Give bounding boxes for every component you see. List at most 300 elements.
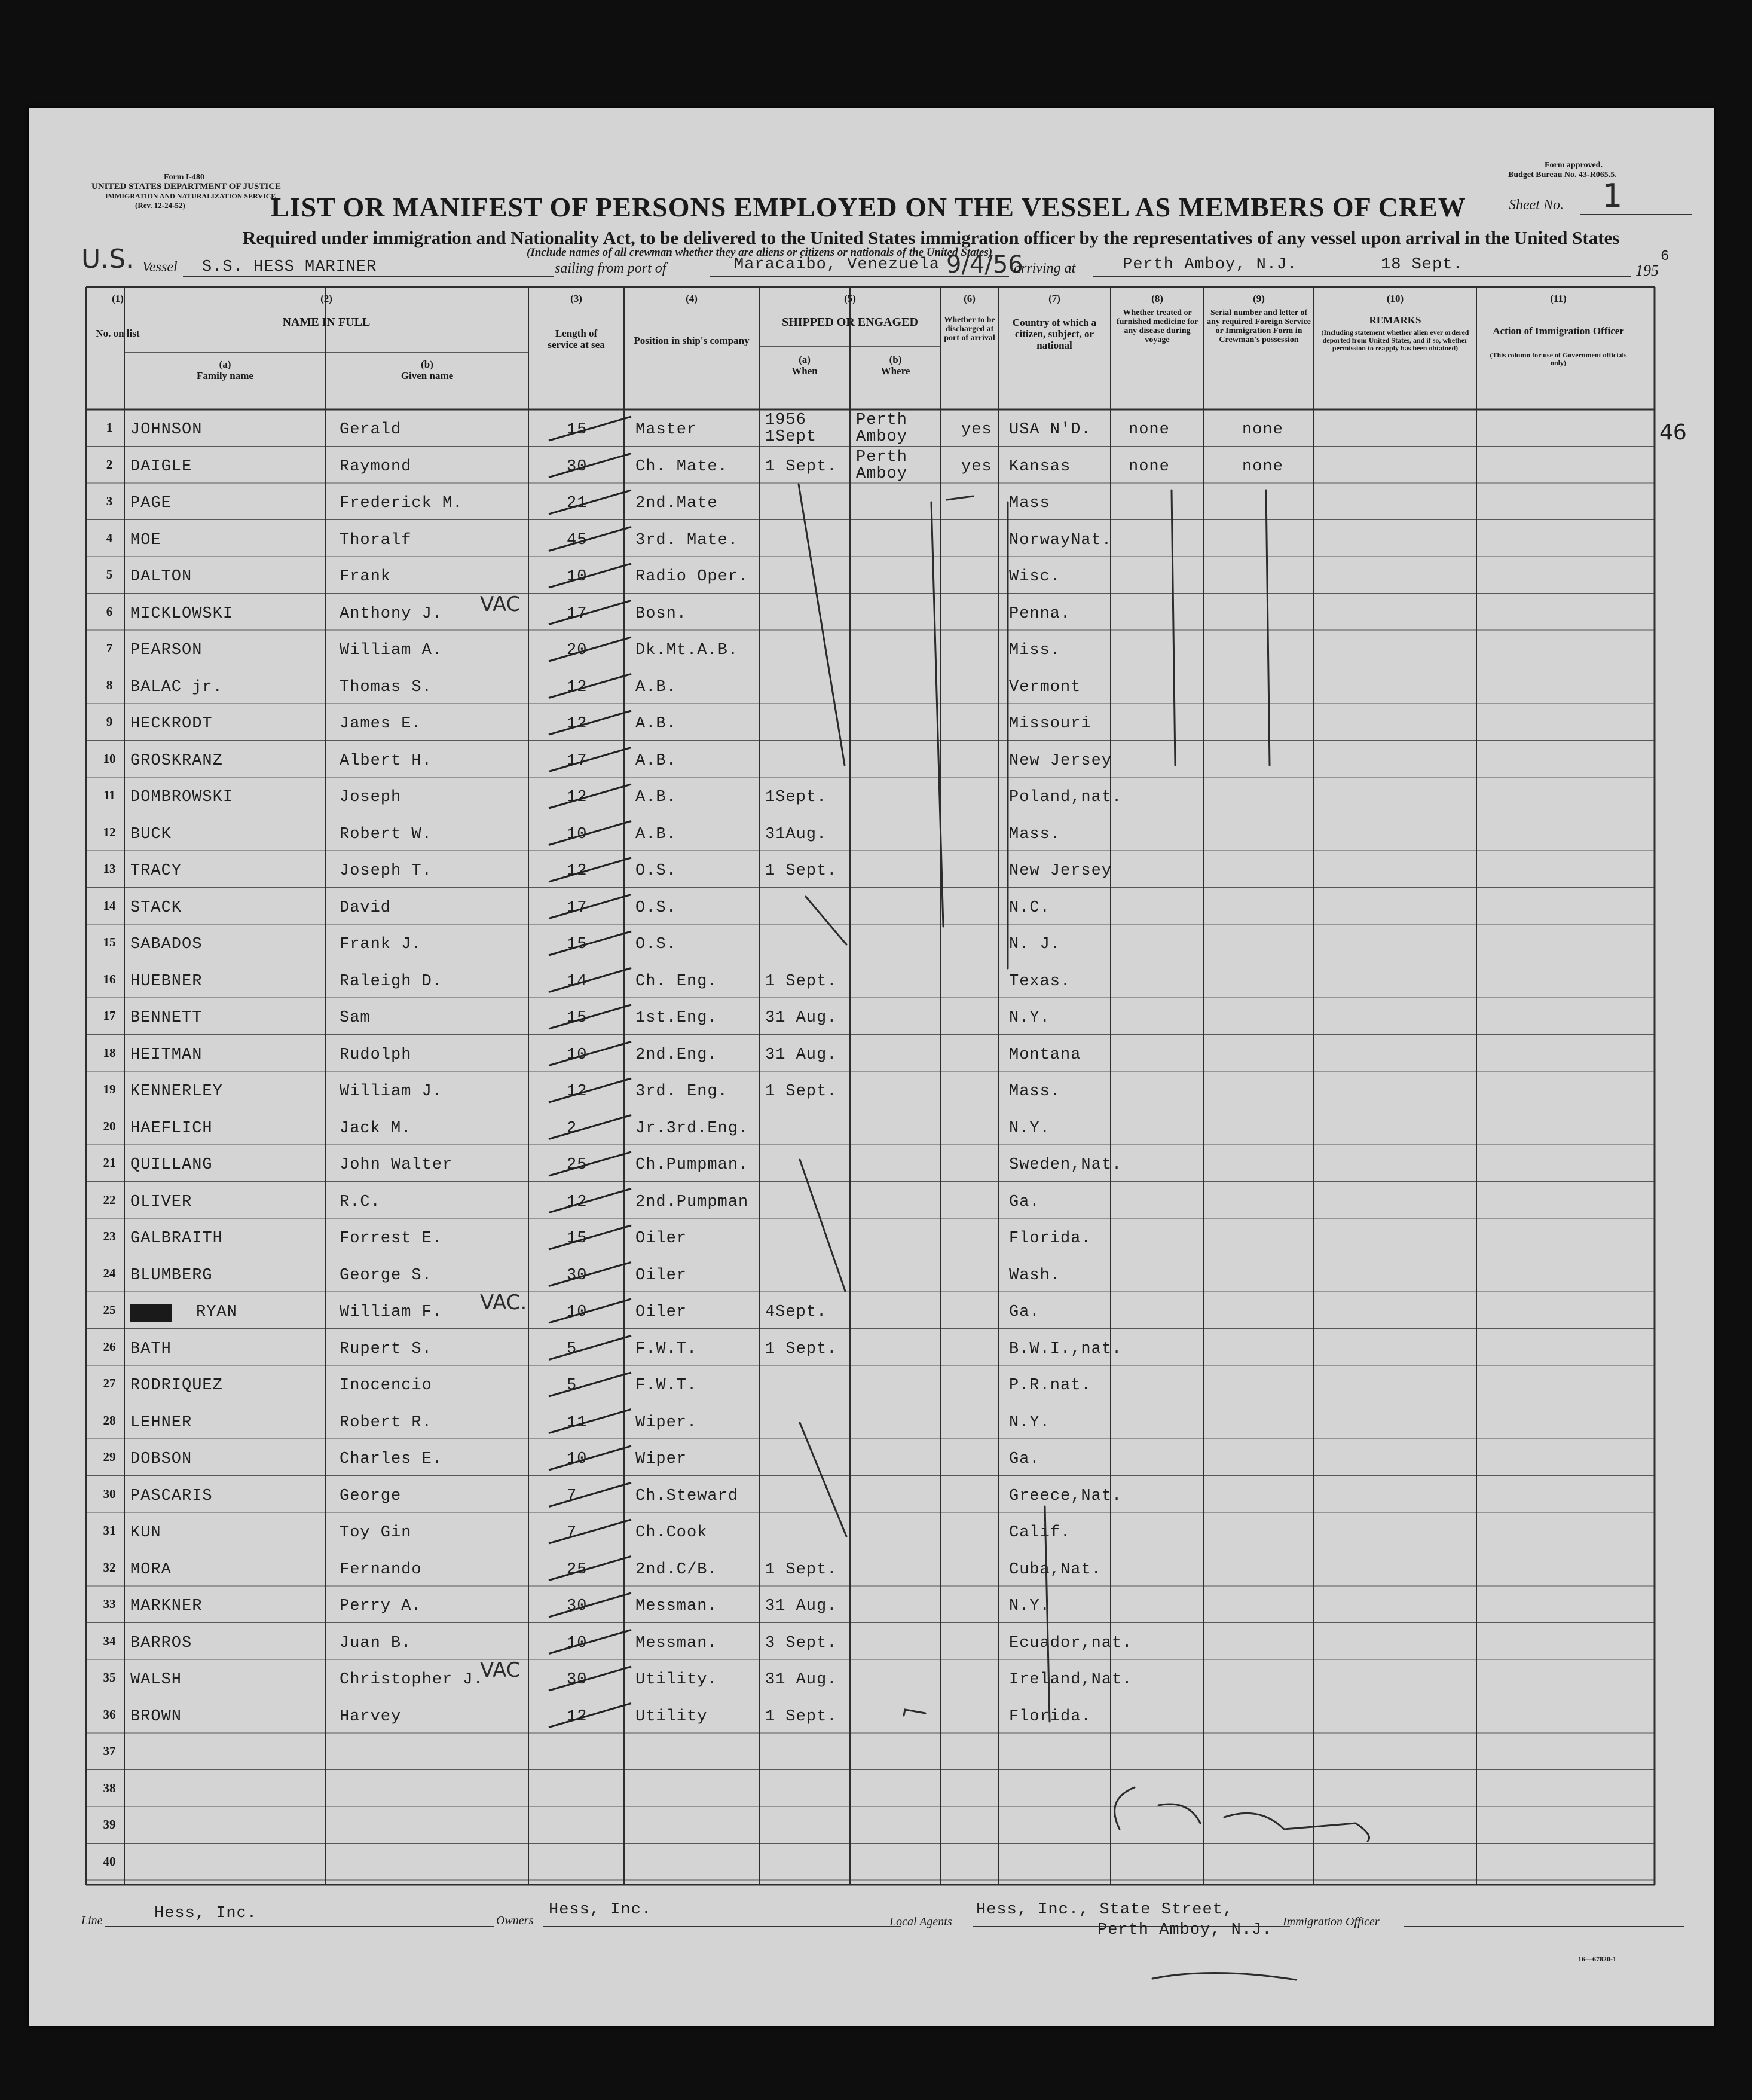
- ditto-line: [799, 484, 845, 765]
- country: Florida.: [1009, 1230, 1091, 1248]
- given-name: R.C.: [340, 1193, 381, 1211]
- family-name: HECKRODT: [130, 715, 213, 733]
- given-name: Fernando: [340, 1560, 422, 1579]
- row-number: 32: [103, 1560, 116, 1575]
- service-years: 17: [567, 751, 588, 770]
- ditto-line: [800, 1423, 846, 1536]
- shipped-when: 4Sept.: [765, 1303, 827, 1321]
- row-number: 10: [103, 751, 116, 766]
- family-name: RODRIQUEZ: [130, 1377, 223, 1395]
- family-name: MOE: [130, 531, 161, 549]
- sheet-number: 1: [1602, 177, 1623, 215]
- service-years: 10: [567, 825, 588, 843]
- country: P.R.nat.: [1009, 1377, 1091, 1395]
- country: Mass.: [1009, 1083, 1061, 1101]
- medicine: none: [1129, 457, 1170, 476]
- given-name-note: VAC: [480, 592, 521, 616]
- family-name: MARKNER: [130, 1597, 203, 1615]
- family-name: BALAC jr.: [130, 678, 223, 696]
- col7-number: (7): [1048, 293, 1060, 304]
- col10-note: (Including statement whether alien ever ordered deported from United States, and if so, whether permission to reapply has been obtained): [1321, 328, 1469, 352]
- owners-label: Owners: [496, 1914, 534, 1927]
- service-years: 45: [567, 531, 588, 549]
- shipped-when: 1 Sept.: [765, 1560, 837, 1579]
- country: Greece,Nat.: [1009, 1487, 1123, 1505]
- country: Vermont: [1009, 678, 1081, 696]
- col5b-header: (b) Where: [880, 354, 910, 377]
- subtitle: Required under immigration and Nationality Act, to be delivered to the United States immigration officer by the representatives of any vessel upon arrival in the United States: [243, 227, 1620, 248]
- service-years: 10: [567, 568, 588, 586]
- position: A.B.: [635, 678, 677, 696]
- service-years: 10: [567, 1634, 588, 1652]
- row-number: 27: [103, 1376, 116, 1390]
- given-name: Rupert S.: [340, 1340, 432, 1358]
- position: Messman.: [635, 1634, 718, 1652]
- family-name: PAGE: [130, 494, 172, 512]
- position: Utility.: [635, 1671, 718, 1689]
- col1-number: (1): [112, 293, 124, 304]
- discharged: yes: [961, 421, 992, 439]
- row-number: 33: [103, 1597, 116, 1611]
- col8-number: (8): [1151, 293, 1163, 304]
- shipped-when: 31Aug.: [765, 825, 827, 843]
- action-count: 46: [1659, 420, 1687, 445]
- owners-value: Hess, Inc.: [549, 1901, 652, 1919]
- given-name: Thoralf: [340, 531, 412, 549]
- position: 1st.Eng.: [635, 1009, 718, 1027]
- position: Dk.Mt.A.B.: [635, 641, 739, 659]
- family-name: QUILLANG: [130, 1156, 213, 1174]
- family-name: MORA: [130, 1560, 172, 1579]
- shipped-when: 1 Sept.: [765, 972, 837, 991]
- shipped-when: 1 Sept.: [765, 1340, 837, 1358]
- family-name: STACK: [130, 898, 182, 917]
- col11-header: Action of Immigration Officer: [1493, 325, 1624, 337]
- col11-number: (11): [1550, 293, 1567, 304]
- service-years: 17: [567, 898, 588, 917]
- given-name: Christopher J.: [340, 1671, 484, 1689]
- col4-number: (4): [686, 293, 698, 304]
- position: Ch.Pumpman.: [635, 1156, 749, 1174]
- row-number: 31: [103, 1523, 116, 1537]
- family-name: MICKLOWSKI: [130, 604, 234, 623]
- col6-number: (6): [964, 293, 976, 304]
- row-number: 36: [103, 1707, 116, 1722]
- service-years: 30: [567, 1266, 588, 1285]
- country: Texas.: [1009, 972, 1071, 991]
- given-name: David: [340, 898, 392, 917]
- country: N.Y.: [1009, 1009, 1050, 1027]
- country: B.W.I.,nat.: [1009, 1340, 1123, 1358]
- country: N. J.: [1009, 936, 1061, 953]
- service-years: 7: [567, 1524, 577, 1542]
- row-number: 3: [106, 494, 113, 508]
- position: 2nd.Eng.: [635, 1046, 718, 1064]
- sailing-label: sailing from port of: [555, 261, 666, 276]
- row-number: 19: [103, 1082, 116, 1096]
- given-name: Frank J.: [340, 936, 422, 953]
- port-from: Maracaibo, Venezuela: [734, 256, 940, 274]
- row-number: 11: [103, 788, 115, 802]
- service-years: 7: [567, 1487, 577, 1505]
- service-years: 5: [567, 1377, 577, 1395]
- row-number: 26: [103, 1339, 116, 1354]
- given-name: William J.: [340, 1083, 443, 1101]
- country: Mass.: [1009, 825, 1061, 843]
- year-suffix: 6: [1661, 249, 1670, 265]
- serial-form: none: [1242, 421, 1283, 439]
- position: Utility: [635, 1707, 708, 1726]
- row-number: 38: [103, 1780, 116, 1795]
- line-label: Line: [81, 1914, 103, 1927]
- service-years: 15: [567, 1230, 588, 1248]
- country: Sweden,Nat.: [1009, 1156, 1123, 1174]
- col10-number: (10): [1386, 293, 1404, 304]
- row-number: 5: [106, 567, 113, 582]
- row-number: 23: [103, 1229, 116, 1243]
- col5-number: (5): [844, 293, 856, 304]
- given-name: Gerald: [340, 421, 402, 439]
- service-years: 12: [567, 788, 588, 806]
- service-years: 12: [567, 1707, 588, 1726]
- shipped-when: 3 Sept.: [765, 1634, 837, 1652]
- service-years: 25: [567, 1156, 588, 1174]
- family-name: OLIVER: [130, 1193, 192, 1211]
- given-name: Perry A.: [340, 1597, 422, 1615]
- margin-note: U.S.: [81, 244, 134, 274]
- row-number: 6: [106, 604, 113, 619]
- row-number: 17: [103, 1008, 116, 1023]
- shipped-when: 1 Sept.: [765, 457, 837, 476]
- scribble: [1152, 1973, 1296, 1980]
- country: New Jersey: [1009, 751, 1112, 770]
- row-number: 14: [103, 898, 116, 913]
- sheet-label: Sheet No.: [1509, 197, 1564, 213]
- service-years: 15: [567, 936, 588, 953]
- family-name: KENNERLEY: [130, 1083, 223, 1101]
- family-name: BUCK: [130, 825, 172, 843]
- family-name: KUN: [130, 1524, 161, 1542]
- col9-number: (9): [1253, 293, 1265, 304]
- shipped-when: 31 Aug.: [765, 1597, 837, 1615]
- row-number: 25: [103, 1303, 116, 1317]
- family-name: GROSKRANZ: [130, 751, 223, 770]
- given-name: Robert W.: [340, 825, 432, 843]
- service-years: 10: [567, 1450, 588, 1468]
- country: N.Y.: [1009, 1597, 1050, 1615]
- country: Ireland,Nat.: [1009, 1671, 1133, 1689]
- medicine: none: [1129, 421, 1170, 439]
- position: Jr.3rd.Eng.: [635, 1119, 749, 1138]
- family-name: WALSH: [130, 1671, 182, 1689]
- given-name: William A.: [340, 641, 443, 659]
- family-name: HAEFLICH: [130, 1119, 213, 1138]
- position: Wiper.: [635, 1413, 698, 1432]
- ditto-line: [800, 1160, 845, 1291]
- given-name: Joseph T.: [340, 862, 432, 880]
- country: Ga.: [1009, 1450, 1040, 1468]
- col10-header: REMARKS: [1369, 314, 1421, 326]
- ditto-line: [1266, 490, 1270, 765]
- service-years: 17: [567, 604, 588, 623]
- form-number: Form I-480: [163, 173, 205, 182]
- service-years: 5: [567, 1340, 577, 1358]
- service-years: 30: [567, 1597, 588, 1615]
- service-years: 30: [567, 1671, 588, 1689]
- row-number: 8: [106, 677, 113, 692]
- family-name: DOBSON: [130, 1450, 192, 1468]
- country: Florida.: [1009, 1707, 1091, 1726]
- family-name: TRACY: [130, 862, 182, 880]
- position: Ch.Steward: [635, 1487, 739, 1505]
- country: Montana: [1009, 1046, 1081, 1064]
- family-name: BLUMBERG: [130, 1266, 213, 1285]
- country: Wisc.: [1009, 568, 1061, 586]
- given-name: Robert R.: [340, 1413, 432, 1432]
- given-name: Raleigh D.: [340, 972, 443, 991]
- shipped-when: 31 Aug.: [765, 1046, 837, 1064]
- port-to: Perth Amboy, N.J.: [1123, 256, 1298, 274]
- service-years: 12: [567, 1083, 588, 1101]
- ditto-line: [1172, 490, 1175, 765]
- form-revision: (Rev. 12-24-52): [135, 201, 185, 210]
- row-number: 12: [103, 824, 116, 839]
- form-approved: Form approved.: [1545, 161, 1603, 170]
- country: USA N'D.: [1009, 421, 1091, 439]
- country: N.Y.: [1009, 1413, 1050, 1432]
- ditto-line: [1045, 1506, 1050, 1722]
- row-number: 18: [103, 1045, 116, 1060]
- col2b-header: (b) Given name: [400, 359, 454, 381]
- family-name: RYAN: [196, 1303, 237, 1321]
- given-name: Inocencio: [340, 1377, 432, 1395]
- family-name: GALBRAITH: [130, 1230, 223, 1248]
- position: Ch.Cook: [635, 1524, 708, 1542]
- row-number: 9: [106, 714, 113, 729]
- position: Bosn.: [635, 604, 687, 623]
- country: N.Y.: [1009, 1119, 1050, 1138]
- position: 2nd.Mate: [635, 494, 718, 512]
- given-name: William F.: [340, 1303, 443, 1321]
- given-name: Anthony J.: [340, 604, 443, 623]
- row-number: 28: [103, 1413, 116, 1427]
- country: Poland,nat.: [1009, 788, 1123, 806]
- family-name: HUEBNER: [130, 972, 203, 991]
- col7-header: Country of which a citizen, subject, or national: [1012, 317, 1097, 351]
- family-name: PEARSON: [130, 641, 203, 659]
- country: Penna.: [1009, 604, 1071, 623]
- given-name: John Walter: [340, 1156, 453, 1174]
- country: Ga.: [1009, 1193, 1040, 1211]
- col2a-header: (a) Family name: [197, 359, 253, 381]
- position: A.B.: [635, 788, 677, 806]
- discharged: yes: [961, 457, 992, 476]
- arrival-date: 18 Sept.: [1381, 256, 1463, 274]
- row-number: 4: [106, 530, 113, 545]
- given-name: Harvey: [340, 1707, 402, 1726]
- row-number: 2: [106, 457, 113, 472]
- country: Missouri: [1009, 715, 1091, 733]
- agency-name: UNITED STATES DEPARTMENT OF JUSTICE: [91, 182, 282, 191]
- col8-header: Whether treated or furnished medicine for any disease during voyage: [1116, 308, 1198, 344]
- family-name: BENNETT: [130, 1009, 203, 1027]
- shipped-when: 1Sept.: [765, 788, 827, 806]
- service-years: 12: [567, 1193, 588, 1211]
- position: 2nd.Pumpman: [635, 1193, 749, 1211]
- position: A.B.: [635, 825, 677, 843]
- position: Messman.: [635, 1597, 718, 1615]
- col5a-header: (a) When: [791, 354, 818, 377]
- row-number: 16: [103, 971, 116, 986]
- position: F.W.T.: [635, 1377, 698, 1395]
- position: Master: [635, 421, 698, 439]
- country: NorwayNat.: [1009, 531, 1112, 549]
- service-years: 2: [567, 1119, 577, 1138]
- given-name: Frederick M.: [340, 494, 463, 512]
- col11-note: (This column for use of Government officials only): [1490, 351, 1627, 367]
- given-name: Juan B.: [340, 1634, 412, 1652]
- shipped-when: 1 Sept.: [765, 1707, 837, 1726]
- service-years: 30: [567, 457, 588, 476]
- row-number: 37: [103, 1744, 116, 1758]
- given-name: George S.: [340, 1266, 432, 1285]
- position: 3rd. Mate.: [635, 531, 739, 549]
- country: N.C.: [1009, 898, 1050, 917]
- col2-header: NAME IN FULL: [282, 316, 371, 329]
- row-number: 40: [103, 1854, 116, 1869]
- officer-label: Immigration Officer: [1283, 1915, 1380, 1928]
- given-name: Raymond: [340, 457, 412, 476]
- service-years: 15: [567, 1009, 588, 1027]
- country: Ecuador,nat.: [1009, 1634, 1133, 1652]
- row-number: 29: [103, 1450, 116, 1464]
- service-years: 15: [567, 421, 588, 439]
- agency-service: IMMIGRATION AND NATURALIZATION SERVICE: [105, 192, 276, 200]
- col4-header: Position in ship's company: [634, 335, 750, 346]
- position: F.W.T.: [635, 1340, 698, 1358]
- position: O.S.: [635, 936, 677, 953]
- given-name: Jack M.: [340, 1119, 412, 1138]
- position: Ch. Eng.: [635, 972, 718, 991]
- port-note: 9/4/56: [946, 251, 1023, 279]
- family-name: DOMBROWSKI: [130, 788, 234, 806]
- position: A.B.: [635, 751, 677, 770]
- row-number: 22: [103, 1192, 116, 1207]
- position: Oiler: [635, 1230, 687, 1248]
- agents-line1: Hess, Inc., State Street,: [976, 1901, 1234, 1919]
- position: O.S.: [635, 898, 677, 917]
- family-name: SABADOS: [130, 936, 203, 953]
- col6-header: Whether to be discharged at port of arrival: [944, 316, 995, 343]
- given-name-note: VAC.: [480, 1291, 527, 1315]
- country: Cuba,Nat.: [1009, 1560, 1102, 1579]
- given-name: Rudolph: [340, 1046, 412, 1064]
- family-name: JOHNSON: [130, 421, 203, 439]
- line-value: Hess, Inc.: [154, 1905, 258, 1922]
- country: Miss.: [1009, 641, 1061, 659]
- service-years: 20: [567, 641, 588, 659]
- service-years: 21: [567, 494, 588, 512]
- shipped-where: Perth Amboy: [856, 411, 908, 446]
- row-number: 20: [103, 1118, 116, 1133]
- family-name: LEHNER: [130, 1413, 192, 1432]
- given-name: George: [340, 1487, 402, 1505]
- row-number: 35: [103, 1670, 116, 1685]
- given-name: Sam: [340, 1009, 371, 1027]
- given-name: Frank: [340, 568, 392, 586]
- family-name: BARROS: [130, 1634, 192, 1652]
- row-number: 34: [103, 1633, 116, 1648]
- family-name: DAIGLE: [130, 457, 192, 476]
- position: Oiler: [635, 1266, 687, 1285]
- service-years: 25: [567, 1560, 588, 1579]
- service-years: 12: [567, 862, 588, 880]
- given-name: Albert H.: [340, 751, 432, 770]
- ditto-line: [904, 1710, 925, 1716]
- country: Mass: [1009, 494, 1050, 512]
- vessel-name: S.S. HESS MARINER: [202, 258, 377, 276]
- given-name: Toy Gin: [340, 1524, 412, 1542]
- country: Calif.: [1009, 1524, 1071, 1542]
- given-name: Charles E.: [340, 1450, 443, 1468]
- service-years: 14: [567, 972, 588, 991]
- given-name-note: VAC: [480, 1658, 521, 1682]
- country: New Jersey: [1009, 862, 1112, 880]
- family-name: BROWN: [130, 1707, 182, 1726]
- col3-header: Length of service at sea: [548, 328, 605, 350]
- service-years: 10: [567, 1303, 588, 1321]
- col2-number: (2): [320, 293, 332, 304]
- position: A.B.: [635, 715, 677, 733]
- service-years: 11: [567, 1413, 588, 1432]
- given-name: Forrest E.: [340, 1230, 443, 1248]
- family-name: DALTON: [130, 568, 192, 586]
- shipped-where: Perth Amboy: [856, 448, 908, 483]
- shipped-when: 1 Sept.: [765, 862, 837, 880]
- position: 2nd.C/B.: [635, 1560, 718, 1579]
- row-number: 13: [103, 861, 116, 876]
- given-name: Thomas S.: [340, 678, 432, 696]
- given-name: James E.: [340, 715, 422, 733]
- page-title: LIST OR MANIFEST OF PERSONS EMPLOYED ON THE VESSEL AS MEMBERS OF CREW: [271, 192, 1466, 222]
- agents-line2: Perth Amboy, N.J.: [1097, 1921, 1273, 1939]
- shipped-when: 1 Sept.: [765, 1083, 837, 1101]
- position: Ch. Mate.: [635, 457, 728, 476]
- position: Wiper: [635, 1450, 687, 1468]
- col3-number: (3): [570, 293, 582, 304]
- family-name: HEITMAN: [130, 1046, 203, 1064]
- service-years: 12: [567, 678, 588, 696]
- signature: [1115, 1787, 1369, 1841]
- serial-form: none: [1242, 457, 1283, 476]
- family-name: PASCARIS: [130, 1487, 213, 1505]
- family-name: BATH: [130, 1340, 172, 1358]
- col9-header: Serial number and letter of any required Foreign Service or Immigration Form in Crewman's possession: [1207, 308, 1311, 344]
- position: 3rd. Eng.: [635, 1083, 728, 1101]
- budget-bureau: Budget Bureau No. 43-R065.5.: [1508, 170, 1617, 179]
- row-number: 30: [103, 1486, 116, 1501]
- position: Oiler: [635, 1303, 687, 1321]
- row-number: 24: [103, 1265, 116, 1280]
- shipped-when: 31 Aug.: [765, 1671, 837, 1689]
- service-years: 12: [567, 715, 588, 733]
- arriving-label: arriving at: [1014, 261, 1076, 276]
- agents-label: Local Agents: [889, 1915, 952, 1928]
- year-prefix: 195: [1635, 262, 1659, 279]
- col5-header: SHIPPED OR ENGAGED: [782, 316, 918, 329]
- includes-note: (Include names of all crewman whether they are aliens or citizens or nationals of the United States): [527, 246, 993, 259]
- row-number: 7: [106, 641, 113, 655]
